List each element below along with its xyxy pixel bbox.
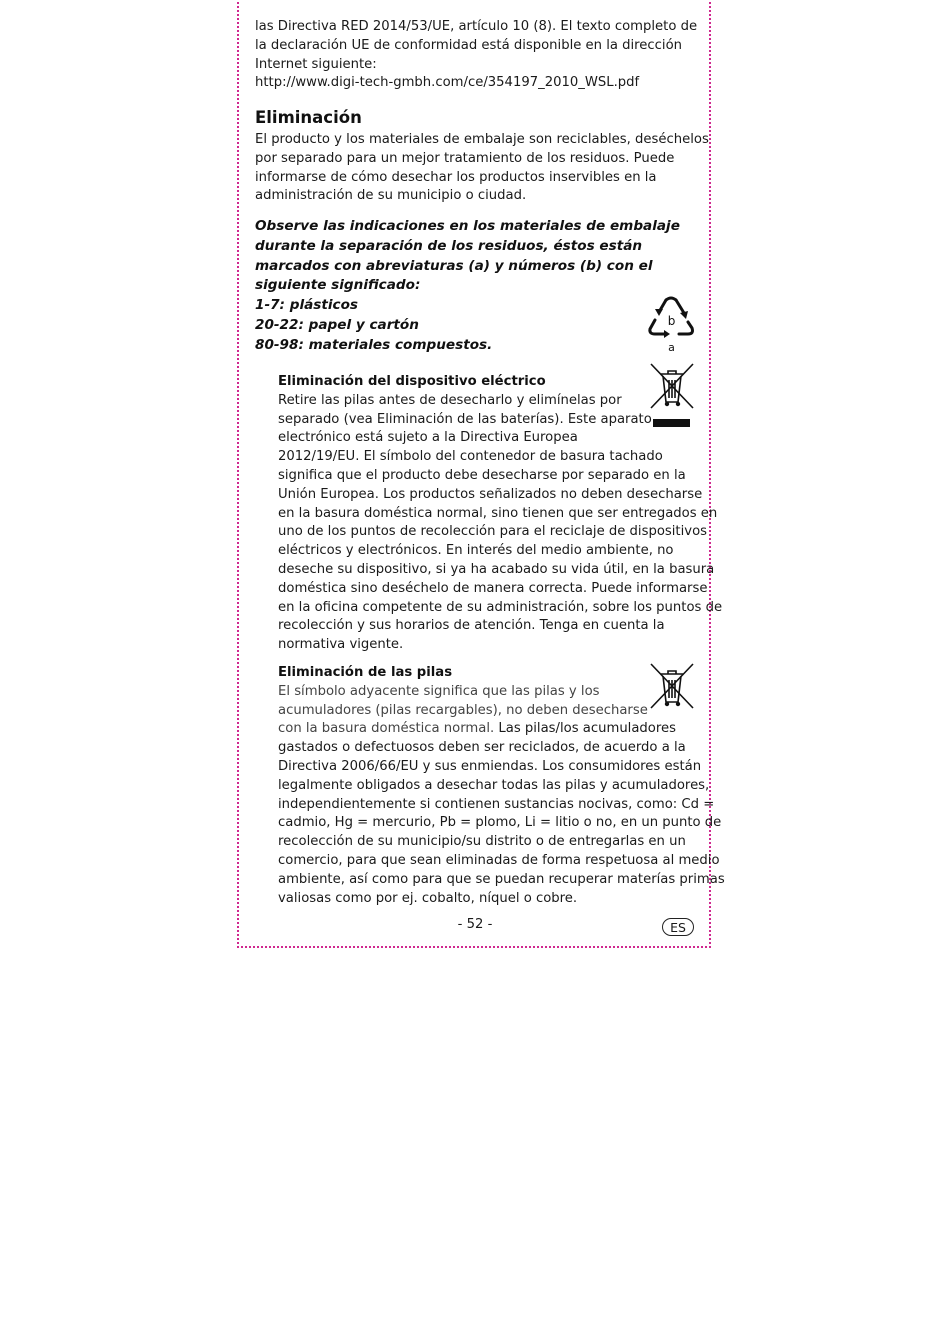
device-line: en la oficina competente de su administración, sobre los puntos de xyxy=(278,599,723,615)
recycling-triangle-icon xyxy=(646,294,698,354)
recycle-code-a: a xyxy=(668,341,675,354)
device-disposal-heading: Eliminación del dispositivo eléctrico xyxy=(278,374,546,389)
device-line: normativa vigente. xyxy=(278,637,404,653)
paragraph-line: administración de su municipio o ciudad. xyxy=(255,188,527,204)
battery-line xyxy=(278,720,698,739)
battery-line: acumuladores (pilas recargables), no deben desecharse xyxy=(278,702,648,718)
battery-line-grey: con la basura doméstica normal. xyxy=(278,721,495,737)
disposal-paragraph xyxy=(255,131,709,206)
device-line: significa que el producto debe desecharse por separado en la xyxy=(278,467,686,483)
device-line: Retire las pilas antes de desecharlo y elimínelas por xyxy=(278,392,622,408)
device-line: 2012/19/EU. El símbolo del contenedor de basura tachado xyxy=(278,449,663,465)
battery-line: comercio, para que sean eliminadas de forma respetuosa al medio xyxy=(278,852,720,868)
battery-line: independientemente si contienen sustancias nocivas, como: Cd = xyxy=(278,796,715,812)
notice-line: 80-98: materiales compuestos. xyxy=(255,336,493,353)
intro-line: las Directiva RED 2014/53/UE, artículo 10 (8). El texto completo de xyxy=(255,19,698,34)
section-heading: Eliminación xyxy=(255,108,362,127)
intro-line: la declaración UE de conformidad está disponible en la dirección xyxy=(255,37,683,53)
battery-line: gastados o defectuosos deben ser reciclados, de acuerdo a la xyxy=(278,740,686,756)
device-disposal-section xyxy=(278,373,723,655)
crossed-bin-battery-icon xyxy=(648,662,696,710)
device-line: en la basura doméstica normal, sino tienen que ser entregados en xyxy=(278,505,718,521)
battery-line: legalmente obligados a desechar todas las pilas y acumuladores, xyxy=(278,777,710,793)
device-line: recolección y sus horarios de atención. Tenga en cuenta la xyxy=(278,618,665,634)
device-line: Unión Europea. Los productos señalizados no deben desecharse xyxy=(278,486,703,502)
paragraph-line: El producto y los materiales de embalaje son reciclables, deséchelos xyxy=(255,132,709,147)
notice-line: marcados con abreviaturas (a) y números (b) con el xyxy=(255,257,653,274)
battery-line: recolección de su municipio/su distrito o de entregarlas en un xyxy=(278,834,686,850)
crossed-bin-weee-icon xyxy=(648,362,696,430)
battery-line: cadmio, Hg = mercurio, Pb = plomo, Li = litio o no, en un punto de xyxy=(278,815,722,831)
declaration-url: http://www.digi-tech-gmbh.com/ce/354197_2010_WSL.pdf xyxy=(255,75,640,91)
device-line: uno de los puntos de recolección para el reciclaje de dispositivos xyxy=(278,524,708,540)
device-line: deseche su dispositivo, si ya ha acabado su vida útil, en la basura xyxy=(278,561,715,577)
recycle-code-b: b xyxy=(667,314,676,328)
paragraph-line: informarse de cómo desechar los productos inservibles en la xyxy=(255,169,657,185)
notice-line: durante la separación de los residuos, éstos están xyxy=(255,237,643,254)
page-number: - 52 - xyxy=(457,917,493,932)
battery-disposal-section xyxy=(278,664,725,908)
battery-line: ambiente, así como para que se puedan recuperar materías primas xyxy=(278,871,725,887)
device-line: separado (vea Eliminación de las baterías). Este aparato xyxy=(278,411,652,427)
notice-line: 1-7: plásticos xyxy=(255,297,359,314)
battery-disposal-heading: Eliminación de las pilas xyxy=(278,665,453,680)
intro-text xyxy=(255,18,698,93)
battery-line-rest: Las pilas/los acumuladores xyxy=(494,721,676,737)
notice-line: siguiente significado: xyxy=(255,277,421,294)
intro-line: Internet siguiente: xyxy=(255,56,377,72)
device-line: doméstica sino deséchelo de manera correcta. Puede informarse xyxy=(278,580,708,596)
battery-line: Directiva 2006/66/EU y sus enmiendas. Los consumidores están xyxy=(278,758,702,774)
battery-line: valiosas como por ej. cobalto, níquel o cobre. xyxy=(278,890,578,906)
battery-line: El símbolo adyacente significa que las pilas y los xyxy=(278,683,600,699)
notice-line: Observe las indicaciones en los materiales de embalaje xyxy=(255,218,680,234)
packaging-notice xyxy=(255,217,695,356)
paragraph-line: por separado para un mejor tratamiento de los residuos. Puede xyxy=(255,150,675,166)
notice-line: 20-22: papel y cartón xyxy=(255,316,419,333)
device-line: electrónico está sujeto a la Directiva Europea xyxy=(278,430,578,446)
device-line: eléctricos y electrónicos. En interés del medio ambiente, no xyxy=(278,543,674,559)
language-badge: ES xyxy=(662,918,694,936)
